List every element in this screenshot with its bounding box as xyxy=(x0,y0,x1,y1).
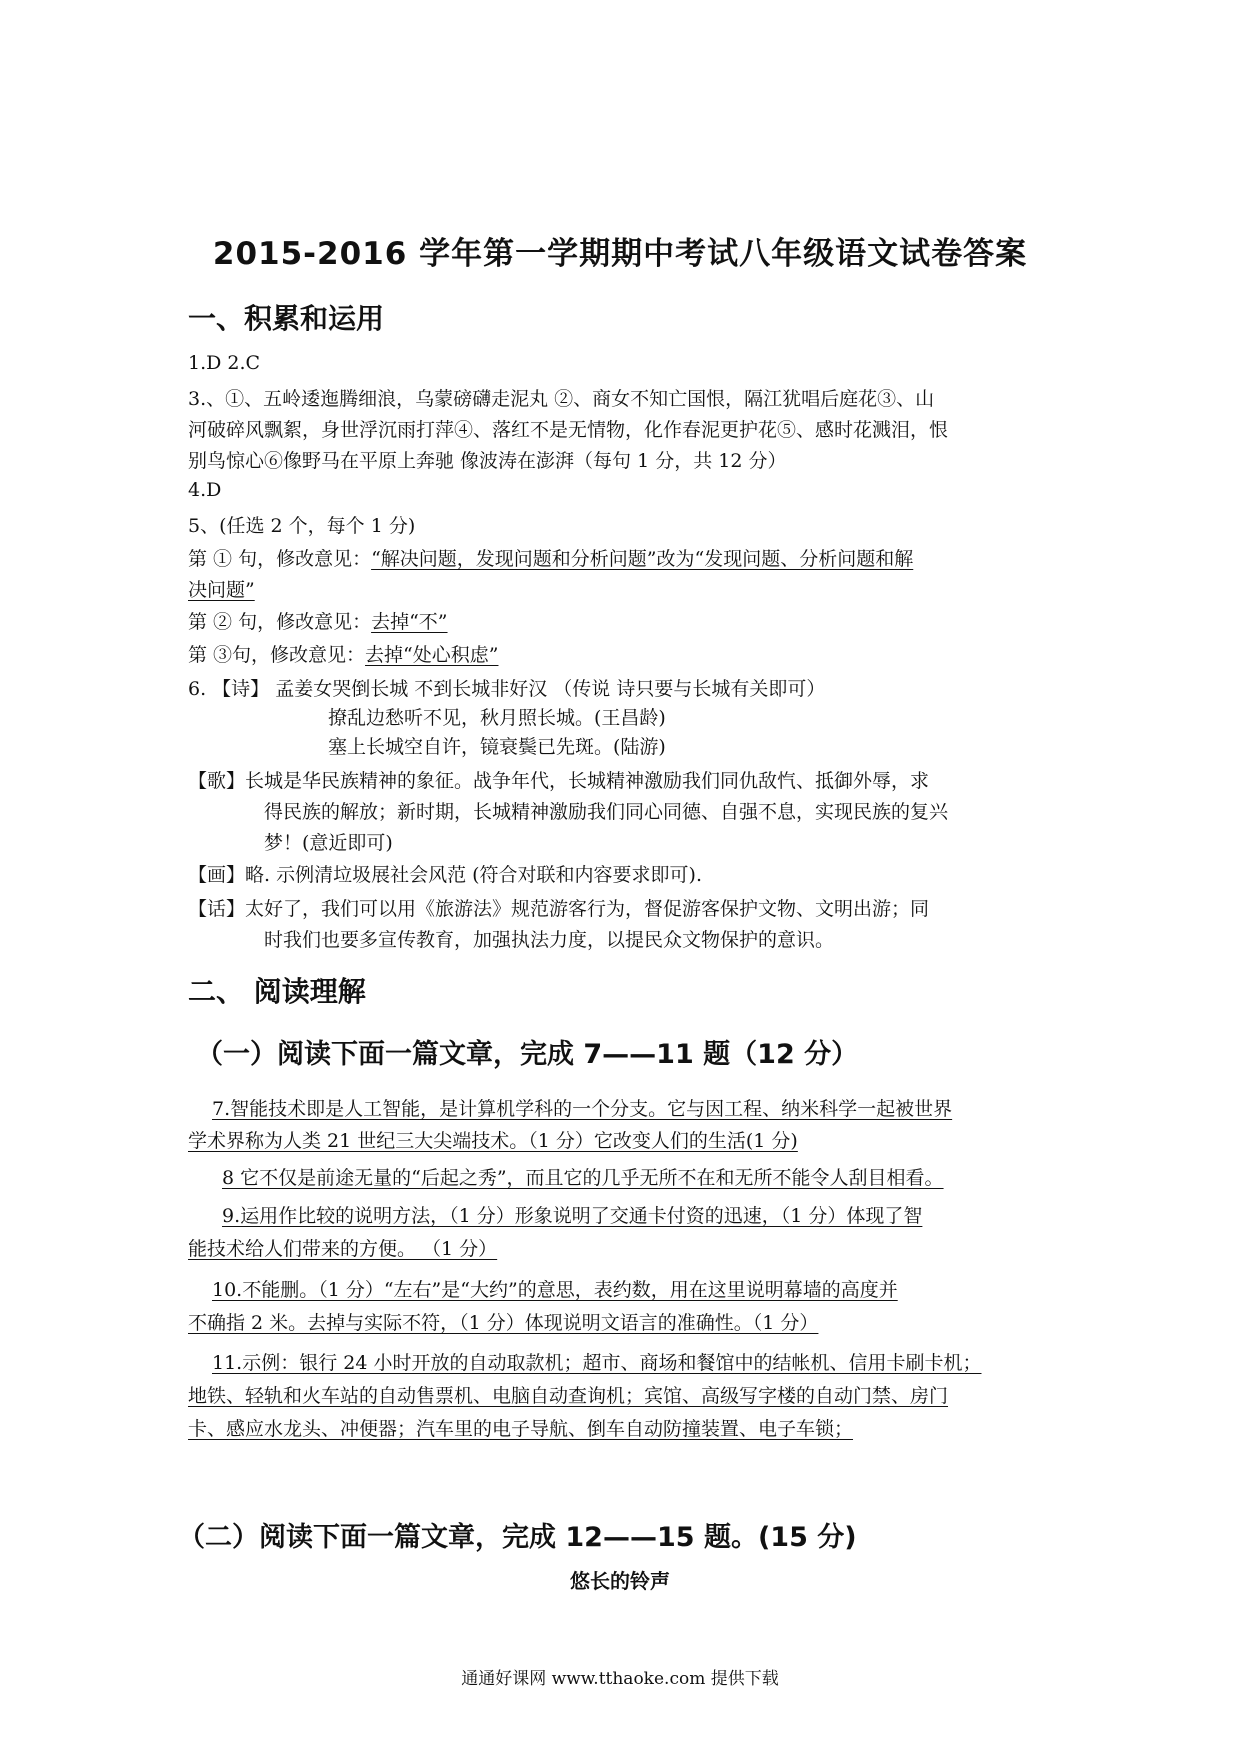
answer-q7-line2: 学术界称为人类 21 世纪三大尖端技术。（1 分）它改变人们的生活(1 分) xyxy=(188,1130,798,1152)
answer-q6-talk-line1: 【话】太好了，我们可以用《旅游法》规范游客行为，督促游客保护文物、文明出游；同 xyxy=(188,898,930,920)
answer-q11-line3: 卡、感应水龙头、冲便器；汽车里的电子导航、倒车自动防撞装置、电子车锁； xyxy=(188,1418,854,1440)
answer-q10-line2: 不确指 2 米。去掉与实际不符，（1 分）体现说明文语言的准确性。（1 分） xyxy=(188,1312,819,1334)
q5-item2-prefix: 第 ② 句，修改意见： xyxy=(188,611,372,633)
answer-q6-song-line3: 梦！(意近即可) xyxy=(264,832,393,854)
part2-heading: （二）阅读下面一篇文章，完成 12——15 题。(15 分) xyxy=(178,1522,857,1553)
answer-q5-head: 5、(任选 2 个，每个 1 分) xyxy=(188,515,416,537)
answer-q9-line2: 能技术给人们带来的方便。 （1 分） xyxy=(188,1238,498,1260)
answer-q6-song-line1: 【歌】长城是华民族精神的象征。战争年代，长城精神激励我们同仇敌忾、抵御外辱，求 xyxy=(188,770,930,792)
section1-heading: 一、积累和运用 xyxy=(188,302,385,335)
answer-q6-song-line2: 得民族的解放；新时期，长城精神激励我们同心同德、自强不息，实现民族的复兴 xyxy=(264,801,949,823)
answer-q6-talk-line2: 时我们也要多宣传教育，加强执法力度，以提民众文物保护的意识。 xyxy=(264,929,835,951)
q5-item1-text: “解决问题，发现问题和分析问题”改为“发现问题、分析问题和解 xyxy=(371,548,914,570)
q5-item1-prefix: 第 ① 句，修改意见： xyxy=(188,548,372,570)
answer-q5-item2 xyxy=(188,607,448,634)
answer-q11-line2: 地铁、轻轨和火车站的自动售票机、电脑自动查询机；宾馆、高级写字楼的自动门禁、房门 xyxy=(188,1385,949,1407)
answer-q11-line1: 11.示例：银行 24 小时开放的自动取款机；超市、商场和餐馆中的结帐机、信用卡刷卡机； xyxy=(212,1352,982,1374)
answer-q6-draw: 【画】略. 示例清垃圾展社会风范 (符合对联和内容要求即可). xyxy=(188,864,702,886)
answer-q5-item1-cont: 决问题” xyxy=(188,579,255,601)
answer-q3-line3: 别鸟惊心⑥像野马在平原上奔驰 像波涛在澎湃（每句 1 分，共 12 分） xyxy=(188,450,787,472)
answer-q8: 8 它不仅是前途无量的“后起之秀”，而且它的几乎无所不在和无所不能令人刮目相看。 xyxy=(222,1167,944,1189)
answer-q5-item3 xyxy=(188,640,498,667)
answer-q3-line2: 河破碎风飘絮，身世浮沉雨打萍④、落红不是无情物，化作春泥更护花⑤、感时花溅泪，恨 xyxy=(188,419,949,441)
answer-q5-item1 xyxy=(188,544,913,571)
answer-q3-line1: 3.、①、五岭逶迤腾细浪，乌蒙磅礴走泥丸 ②、商女不知亡国恨，隔江犹唱后庭花③、山 xyxy=(188,388,935,410)
answer-q6-poem-line2: 撩乱边愁听不见，秋月照长城。(王昌龄) xyxy=(328,707,666,729)
page-footer: 通通好课网 www.tthaoke.com 提供下载 xyxy=(461,1669,779,1689)
section2-heading: 二、 阅读理解 xyxy=(188,975,366,1008)
answer-q1-2: 1.D 2.C xyxy=(188,352,261,374)
q5-item3-text: 去掉“处心积虑” xyxy=(365,644,499,666)
part1-heading: （一）阅读下面一篇文章，完成 7——11 题（12 分） xyxy=(196,1039,859,1070)
answer-q9-line1: 9.运用作比较的说明方法，（1 分）形象说明了交通卡付资的迅速，（1 分）体现了智 xyxy=(222,1205,923,1227)
q5-item3-prefix: 第 ③句，修改意见： xyxy=(188,644,366,666)
page-title: 2015-2016 学年第一学期期中考试八年级语文试卷答案 xyxy=(212,236,1028,272)
answer-q6-poem-line3: 塞上长城空自许，镜衰鬓已先斑。(陆游) xyxy=(328,736,666,758)
answer-q4: 4.D xyxy=(188,479,222,501)
answer-q7-line1: 7.智能技术即是人工智能，是计算机学科的一个分支。它与因工程、纳米科学一起被世界 xyxy=(212,1098,953,1120)
answer-q6-poem-line1: 6. 【诗】 孟姜女哭倒长城 不到长城非好汉 （传说 诗只要与长城有关即可） xyxy=(188,678,826,700)
essay-title: 悠长的铃声 xyxy=(570,1569,670,1593)
q5-item2-text: 去掉“不” xyxy=(371,611,448,633)
answer-q10-line1: 10.不能删。（1 分）“左右”是“大约”的意思，表约数，用在这里说明幕墙的高度并 xyxy=(212,1279,898,1301)
